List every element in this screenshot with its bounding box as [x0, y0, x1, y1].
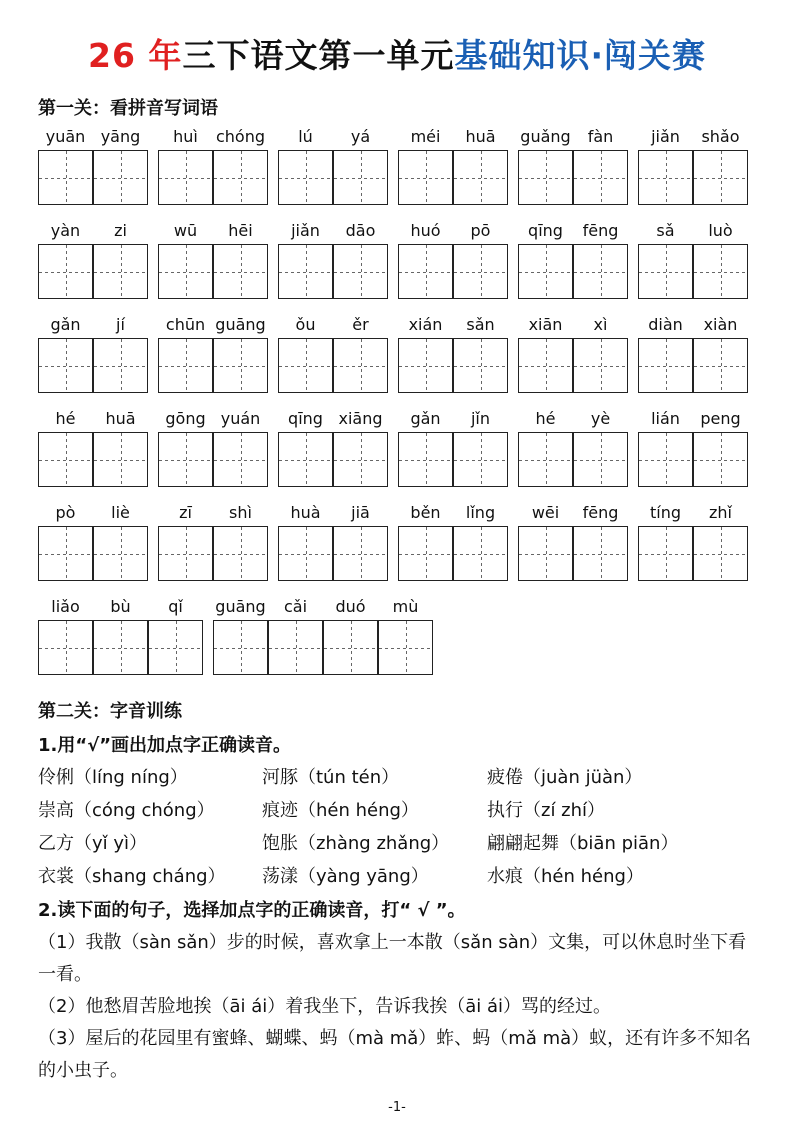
pinyin-label: diàn	[648, 315, 683, 334]
pinyin-label: huì	[173, 127, 198, 146]
pinyin-label: lǐng	[465, 503, 496, 522]
pinyin-label: hé	[535, 409, 556, 428]
writing-box[interactable]	[518, 338, 573, 393]
writing-box[interactable]	[693, 432, 748, 487]
writing-box[interactable]	[148, 620, 203, 675]
pinyin-label: yàn	[50, 221, 81, 240]
writing-box[interactable]	[158, 432, 213, 487]
pinyin-label: jí	[116, 315, 125, 334]
pinyin-label: tíng	[649, 503, 681, 522]
writing-box[interactable]	[518, 526, 573, 581]
pinyin-label: qīng	[288, 409, 323, 428]
writing-box[interactable]	[38, 150, 93, 205]
pinyin-label: gōng	[165, 409, 206, 428]
pinyin-row	[38, 409, 758, 499]
writing-box[interactable]	[38, 432, 93, 487]
pinyin-label: qīng	[528, 221, 563, 240]
pinyin-label: hēi	[228, 221, 253, 240]
writing-box[interactable]	[693, 338, 748, 393]
writing-box[interactable]	[398, 150, 453, 205]
page-number: -1-	[388, 1100, 406, 1115]
pinyin-label: fàn	[587, 127, 614, 146]
pinyin-label: sǎn	[466, 315, 495, 334]
writing-box[interactable]	[453, 432, 508, 487]
writing-box[interactable]	[278, 150, 333, 205]
pinyin-label: pō	[470, 221, 491, 240]
pronunciation-item[interactable]: 河豚（tún tén）	[262, 767, 400, 788]
writing-box[interactable]	[213, 620, 268, 675]
pinyin-label: chūn	[165, 315, 206, 334]
writing-box[interactable]	[573, 526, 628, 581]
title-subject: 三下语文第一单元	[182, 36, 455, 75]
pinyin-label: lián	[651, 409, 680, 428]
pronunciation-item[interactable]: 荡漾（yàng yāng）	[262, 866, 429, 887]
pinyin-label: xì	[593, 315, 608, 334]
pronunciation-item[interactable]: 饱胀（zhàng zhǎng）	[262, 833, 450, 854]
writing-box[interactable]	[398, 432, 453, 487]
writing-box[interactable]	[378, 620, 433, 675]
question2-prompt: 2.读下面的句子，选择加点字的正确读音，打“ √ ”。	[38, 900, 466, 921]
question2-sentence-3	[38, 1023, 758, 1087]
pinyin-row	[38, 315, 758, 405]
writing-box[interactable]	[268, 620, 323, 675]
pronunciation-item[interactable]: 崇高（cóng chóng）	[38, 800, 215, 821]
pinyin-label: huà	[290, 503, 321, 522]
pinyin-label: qǐ	[168, 597, 183, 616]
pinyin-label: jǐn	[470, 409, 491, 428]
writing-box[interactable]	[693, 526, 748, 581]
pinyin-label: yuān	[45, 127, 86, 146]
pinyin-label: jiǎn	[651, 127, 680, 146]
pinyin-label: luò	[708, 221, 733, 240]
pinyin-label: zhǐ	[709, 503, 732, 522]
pinyin-label: yāng	[100, 127, 141, 146]
title-year: 26 年	[88, 36, 183, 75]
writing-box[interactable]	[213, 244, 268, 299]
writing-box[interactable]	[453, 526, 508, 581]
question2-sentence-2	[38, 991, 758, 1023]
sentence-text: （1）我散（sàn sǎn）步的时候，喜欢拿上一本散（sǎn sàn）文集，可以休息时坐下看一看。	[38, 932, 747, 985]
writing-box[interactable]	[573, 150, 628, 205]
pinyin-label: wū	[173, 221, 198, 240]
writing-box[interactable]	[38, 620, 93, 675]
pinyin-label: yuán	[220, 409, 261, 428]
pinyin-label: zī	[179, 503, 192, 522]
writing-box[interactable]	[213, 526, 268, 581]
writing-box[interactable]	[518, 432, 573, 487]
pinyin-label: pò	[55, 503, 76, 522]
page-title	[0, 30, 794, 77]
writing-box[interactable]	[213, 432, 268, 487]
pinyin-label: duó	[335, 597, 366, 616]
writing-box[interactable]	[93, 338, 148, 393]
pinyin-label: lú	[298, 127, 313, 146]
writing-box[interactable]	[333, 338, 388, 393]
pinyin-label: huā	[465, 127, 496, 146]
pinyin-label: xiāng	[338, 409, 383, 428]
writing-box[interactable]	[158, 150, 213, 205]
writing-box[interactable]	[93, 150, 148, 205]
writing-box[interactable]	[638, 432, 693, 487]
pinyin-label: bù	[110, 597, 131, 616]
writing-box[interactable]	[158, 244, 213, 299]
pinyin-label: chóng	[215, 127, 266, 146]
pronunciation-item[interactable]: 疲倦（juàn jüàn）	[487, 767, 643, 788]
section1-heading: 第一关：看拼音写词语	[38, 98, 218, 119]
writing-box[interactable]	[518, 150, 573, 205]
sentence-text: （3）屋后的花园里有蜜蜂、蝴蝶、蚂（mà mǎ）蚱、蚂（mǎ mà）蚁，还有许多不知名的小虫子。	[38, 1028, 752, 1081]
writing-box[interactable]	[398, 526, 453, 581]
pronunciation-item[interactable]: 水痕（hén héng）	[487, 866, 644, 887]
question1-prompt: 1.用“√”画出加点字正确读音。	[38, 735, 292, 756]
writing-box[interactable]	[638, 526, 693, 581]
pinyin-label: guāng	[215, 315, 266, 334]
writing-box[interactable]	[158, 526, 213, 581]
pinyin-label: méi	[410, 127, 441, 146]
pinyin-label: gǎn	[50, 315, 81, 334]
pinyin-label: dāo	[345, 221, 376, 240]
pinyin-label: běn	[410, 503, 441, 522]
pinyin-label: guǎng	[520, 127, 571, 146]
writing-box[interactable]	[573, 432, 628, 487]
pinyin-label: jiā	[351, 503, 370, 522]
pinyin-label: ěr	[352, 315, 369, 334]
writing-box[interactable]	[398, 244, 453, 299]
pinyin-label: peng	[700, 409, 741, 428]
writing-box[interactable]	[278, 244, 333, 299]
writing-box[interactable]	[323, 620, 378, 675]
pinyin-label: mù	[392, 597, 419, 616]
writing-box[interactable]	[398, 338, 453, 393]
writing-box[interactable]	[38, 338, 93, 393]
writing-box[interactable]	[453, 338, 508, 393]
pinyin-label: sǎ	[656, 221, 675, 240]
pinyin-label: zi	[114, 221, 127, 240]
writing-box[interactable]	[693, 150, 748, 205]
writing-box[interactable]	[573, 244, 628, 299]
pinyin-row	[38, 127, 758, 217]
writing-box[interactable]	[333, 432, 388, 487]
pinyin-label: huā	[105, 409, 136, 428]
pinyin-label: fēng	[582, 221, 619, 240]
pinyin-label: xiàn	[703, 315, 738, 334]
pinyin-label: xiān	[528, 315, 563, 334]
pronunciation-item[interactable]: 痕迹（hén héng）	[262, 800, 419, 821]
writing-box[interactable]	[638, 244, 693, 299]
title-highlight: 基础知识·闯关赛	[454, 36, 706, 75]
writing-box[interactable]	[93, 244, 148, 299]
pinyin-label: jiǎn	[291, 221, 320, 240]
writing-box[interactable]	[278, 432, 333, 487]
pronunciation-item[interactable]: 乙方（yǐ yì）	[38, 833, 148, 854]
writing-box[interactable]	[453, 150, 508, 205]
writing-box[interactable]	[333, 244, 388, 299]
pinyin-label: shì	[229, 503, 252, 522]
pinyin-label: liè	[111, 503, 130, 522]
writing-box[interactable]	[333, 150, 388, 205]
writing-box[interactable]	[213, 338, 268, 393]
writing-box[interactable]	[278, 526, 333, 581]
pinyin-label: huó	[410, 221, 441, 240]
pinyin-label: yá	[350, 127, 371, 146]
writing-box[interactable]	[93, 620, 148, 675]
writing-box[interactable]	[93, 526, 148, 581]
writing-box[interactable]	[453, 244, 508, 299]
writing-box[interactable]	[693, 244, 748, 299]
writing-box[interactable]	[38, 244, 93, 299]
section2-heading: 第二关：字音训练	[38, 701, 182, 722]
writing-box[interactable]	[213, 150, 268, 205]
pinyin-label: cǎi	[283, 597, 308, 616]
pinyin-label: wēi	[531, 503, 560, 522]
writing-box[interactable]	[638, 338, 693, 393]
pronunciation-item[interactable]: 执行（zí zhí）	[487, 800, 606, 821]
pinyin-label: liǎo	[51, 597, 80, 616]
pinyin-row	[38, 597, 758, 687]
writing-box[interactable]	[38, 526, 93, 581]
pinyin-label: fēng	[582, 503, 619, 522]
sentence-text: （2）他愁眉苦脸地挨（āi ái）着我坐下，告诉我挨（āi ái）骂的经过。	[38, 996, 612, 1017]
writing-box[interactable]	[93, 432, 148, 487]
writing-box[interactable]	[333, 526, 388, 581]
pinyin-row	[38, 503, 758, 593]
pinyin-label: xián	[408, 315, 443, 334]
pronunciation-item[interactable]: 翩翩起舞（biān piān）	[487, 833, 679, 854]
pinyin-label: hé	[55, 409, 76, 428]
writing-box[interactable]	[278, 338, 333, 393]
question2-sentence-1	[38, 927, 758, 991]
writing-box[interactable]	[158, 338, 213, 393]
pinyin-label: yè	[590, 409, 611, 428]
writing-box[interactable]	[518, 244, 573, 299]
pronunciation-item[interactable]: 衣裳（shang cháng）	[38, 866, 226, 887]
pinyin-row	[38, 221, 758, 311]
pinyin-label: ǒu	[295, 315, 316, 334]
pronunciation-item[interactable]: 伶俐（líng níng）	[38, 767, 188, 788]
pinyin-label: guāng	[215, 597, 266, 616]
writing-box[interactable]	[573, 338, 628, 393]
pinyin-label: gǎn	[410, 409, 441, 428]
writing-box[interactable]	[638, 150, 693, 205]
pinyin-label: shǎo	[701, 127, 740, 146]
